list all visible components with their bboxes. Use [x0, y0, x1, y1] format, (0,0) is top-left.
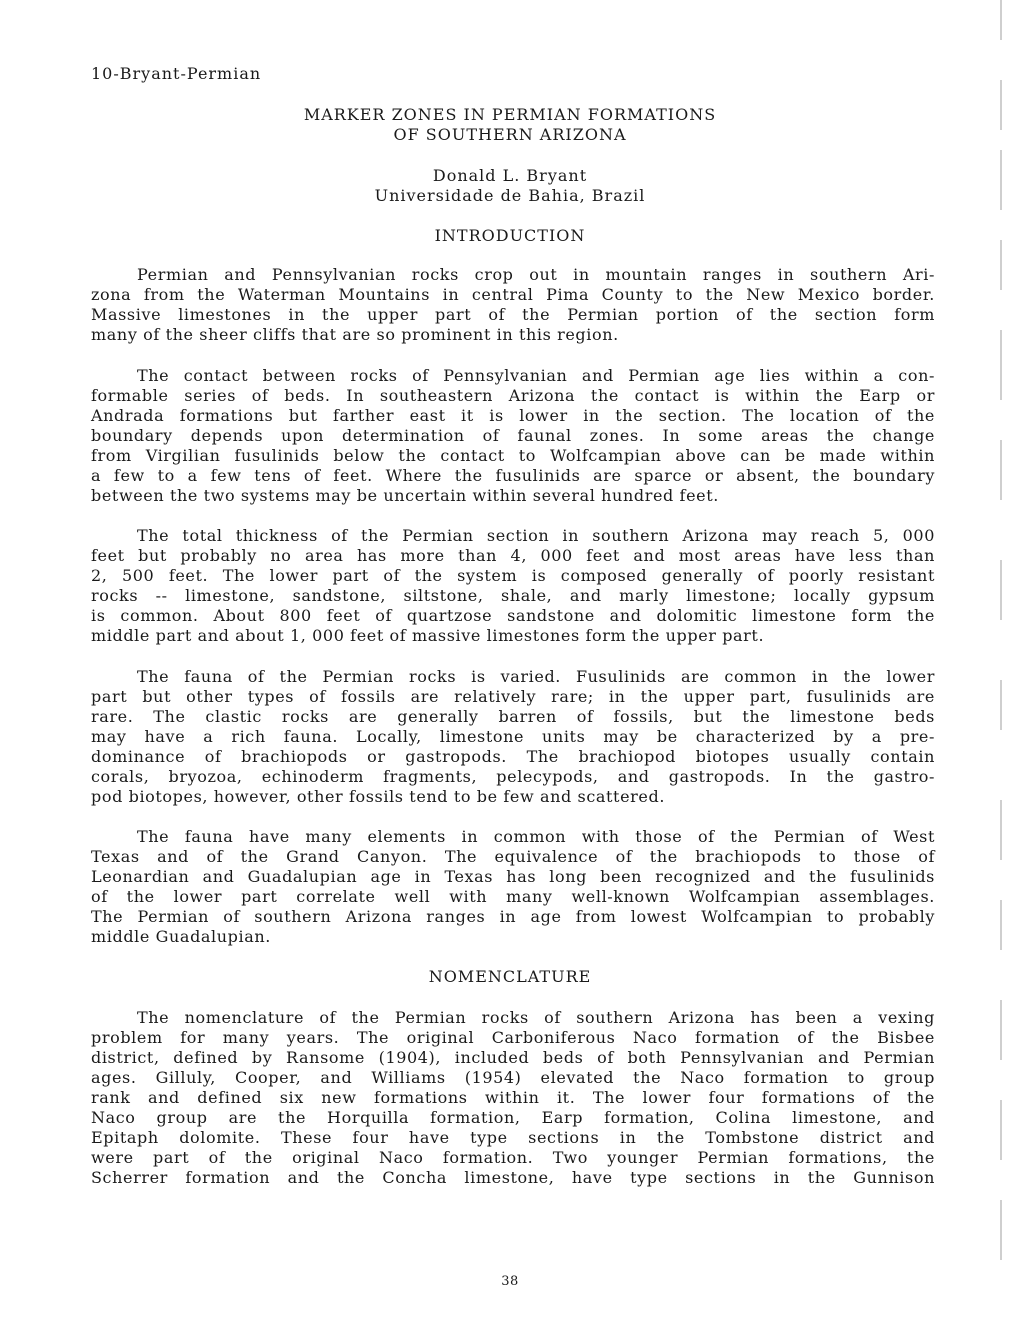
- section-heading-nomenclature: NOMENCLATURE: [428, 967, 592, 986]
- edge-mark: [1000, 680, 1002, 730]
- edge-mark: [1000, 240, 1002, 290]
- paper-title: [0, 105, 1020, 145]
- text-line: boundary depends upon determination of faunal zones. In some areas the change: [91, 426, 935, 445]
- text-line: part but other types of fossils are relatively rare; in the upper part, fusulinids are: [91, 687, 935, 706]
- text-line: The total thickness of the Permian section in southern Arizona may reach 5, 000: [137, 526, 935, 545]
- text-line: Naco group are the Horquilla formation, Earp formation, Colina limestone, and: [91, 1108, 935, 1127]
- edge-mark: [1000, 800, 1002, 860]
- edge-mark: [1000, 150, 1002, 210]
- paragraph: [91, 667, 935, 807]
- text-line: Leonardian and Guadalupian age in Texas has long been recognized and the fusulinids: [91, 867, 935, 886]
- edge-mark: [1000, 1000, 1002, 1060]
- title-line: MARKER ZONES IN PERMIAN FORMATIONS: [303, 105, 717, 124]
- text-line: between the two systems may be uncertain within several hundred feet.: [91, 486, 719, 505]
- author-block: [0, 166, 1020, 206]
- text-line: The Permian of southern Arizona ranges in age from lowest Wolfcampian to probably: [91, 907, 935, 926]
- text-line: Scherrer formation and the Concha limestone, have type sections in the Gunnison: [91, 1168, 935, 1187]
- text-line: feet but probably no area has more than 4, 000 feet and most areas have less than: [91, 546, 935, 565]
- text-line: a few to a few tens of feet. Where the fusulinids are sparce or absent, the boundary: [91, 466, 935, 485]
- text-line: middle part and about 1, 000 feet of massive limestones form the upper part.: [91, 626, 765, 645]
- text-line: district, defined by Ransome (1904), included beds of both Pennsylvanian and Permian: [91, 1048, 935, 1067]
- author-name: Donald L. Bryant: [432, 166, 588, 185]
- text-line: formable series of beds. In southeastern Arizona the contact is within the Earp or: [91, 386, 935, 405]
- edge-mark: [1000, 1100, 1002, 1160]
- text-line: rare. The clastic rocks are generally barren of fossils, but the limestone beds: [91, 707, 935, 726]
- text-line: problem for many years. The original Carboniferous Naco formation of the Bisbee: [91, 1028, 935, 1047]
- text-line: ages. Gilluly, Cooper, and Williams (1954) elevated the Naco formation to group: [91, 1068, 935, 1087]
- text-line: many of the sheer cliffs that are so prominent in this region.: [91, 325, 619, 344]
- text-line: Massive limestones in the upper part of the Permian portion of the section form: [91, 305, 935, 324]
- text-line: is common. About 800 feet of quartzose sandstone and dolomitic limestone form the: [91, 606, 935, 625]
- author-affiliation: Universidade de Bahia, Brazil: [374, 186, 646, 205]
- paragraph: [91, 366, 935, 506]
- edge-mark: [1000, 900, 1002, 950]
- text-line: middle Guadalupian.: [91, 927, 271, 946]
- text-line: 2, 500 feet. The lower part of the system is composed generally of poorly resistant: [91, 566, 935, 585]
- text-line: The contact between rocks of Pennsylvanian and Permian age lies within a con-: [137, 366, 935, 385]
- text-line: were part of the original Naco formation. Two younger Permian formations, the: [91, 1148, 935, 1167]
- running-head: 10-Bryant-Permian: [91, 64, 262, 83]
- paragraph: [91, 265, 935, 345]
- text-line: may have a rich fauna. Locally, limestone units may be characterized by a pre-: [91, 727, 935, 746]
- title-line: OF SOUTHERN ARIZONA: [393, 125, 627, 144]
- page-number: 38: [501, 1274, 519, 1289]
- text-line: Permian and Pennsylvanian rocks crop out in mountain ranges in southern Ari-: [137, 265, 935, 284]
- text-line: dominance of brachiopods or gastropods. The brachiopod biotopes usually contain: [91, 747, 935, 766]
- paragraph: [91, 1008, 935, 1188]
- edge-mark: [1000, 80, 1002, 130]
- text-line: Andrada formations but farther east it is lower in the section. The location of the: [91, 406, 935, 425]
- text-line: Epitaph dolomite. These four have type sections in the Tombstone district and: [91, 1128, 935, 1147]
- text-line: corals, bryozoa, echinoderm fragments, pelecypods, and gastropods. In the gastro-: [91, 767, 935, 786]
- text-line: of the lower part correlate well with many well-known Wolfcampian assemblages.: [91, 887, 935, 906]
- edge-mark: [1000, 0, 1002, 40]
- text-line: The nomenclature of the Permian rocks of southern Arizona has been a vexing: [137, 1008, 935, 1027]
- text-line: rank and defined six new formations within it. The lower four formations of the: [91, 1088, 935, 1107]
- edge-mark: [1000, 1200, 1002, 1260]
- text-line: from Virgilian fusulinids below the contact to Wolfcampian above can be made within: [91, 446, 935, 465]
- edge-mark: [1000, 560, 1002, 620]
- text-line: pod biotopes, however, other fossils tend to be few and scattered.: [91, 787, 666, 806]
- paragraph: [91, 827, 935, 947]
- scan-binding-edge: [998, 0, 1020, 1320]
- section-heading-introduction: INTRODUCTION: [434, 226, 586, 245]
- edge-mark: [1000, 440, 1002, 500]
- text-line: Texas and of the Grand Canyon. The equivalence of the brachiopods to those of: [91, 847, 935, 866]
- edge-mark: [1000, 330, 1002, 400]
- text-line: The fauna of the Permian rocks is varied. Fusulinids are common in the lower: [137, 667, 935, 686]
- text-line: zona from the Waterman Mountains in central Pima County to the New Mexico border.: [91, 285, 935, 304]
- text-line: The fauna have many elements in common with those of the Permian of West: [137, 827, 935, 846]
- text-line: rocks -- limestone, sandstone, siltstone, shale, and marly limestone; locally gypsum: [91, 586, 935, 605]
- paragraph: [91, 526, 935, 646]
